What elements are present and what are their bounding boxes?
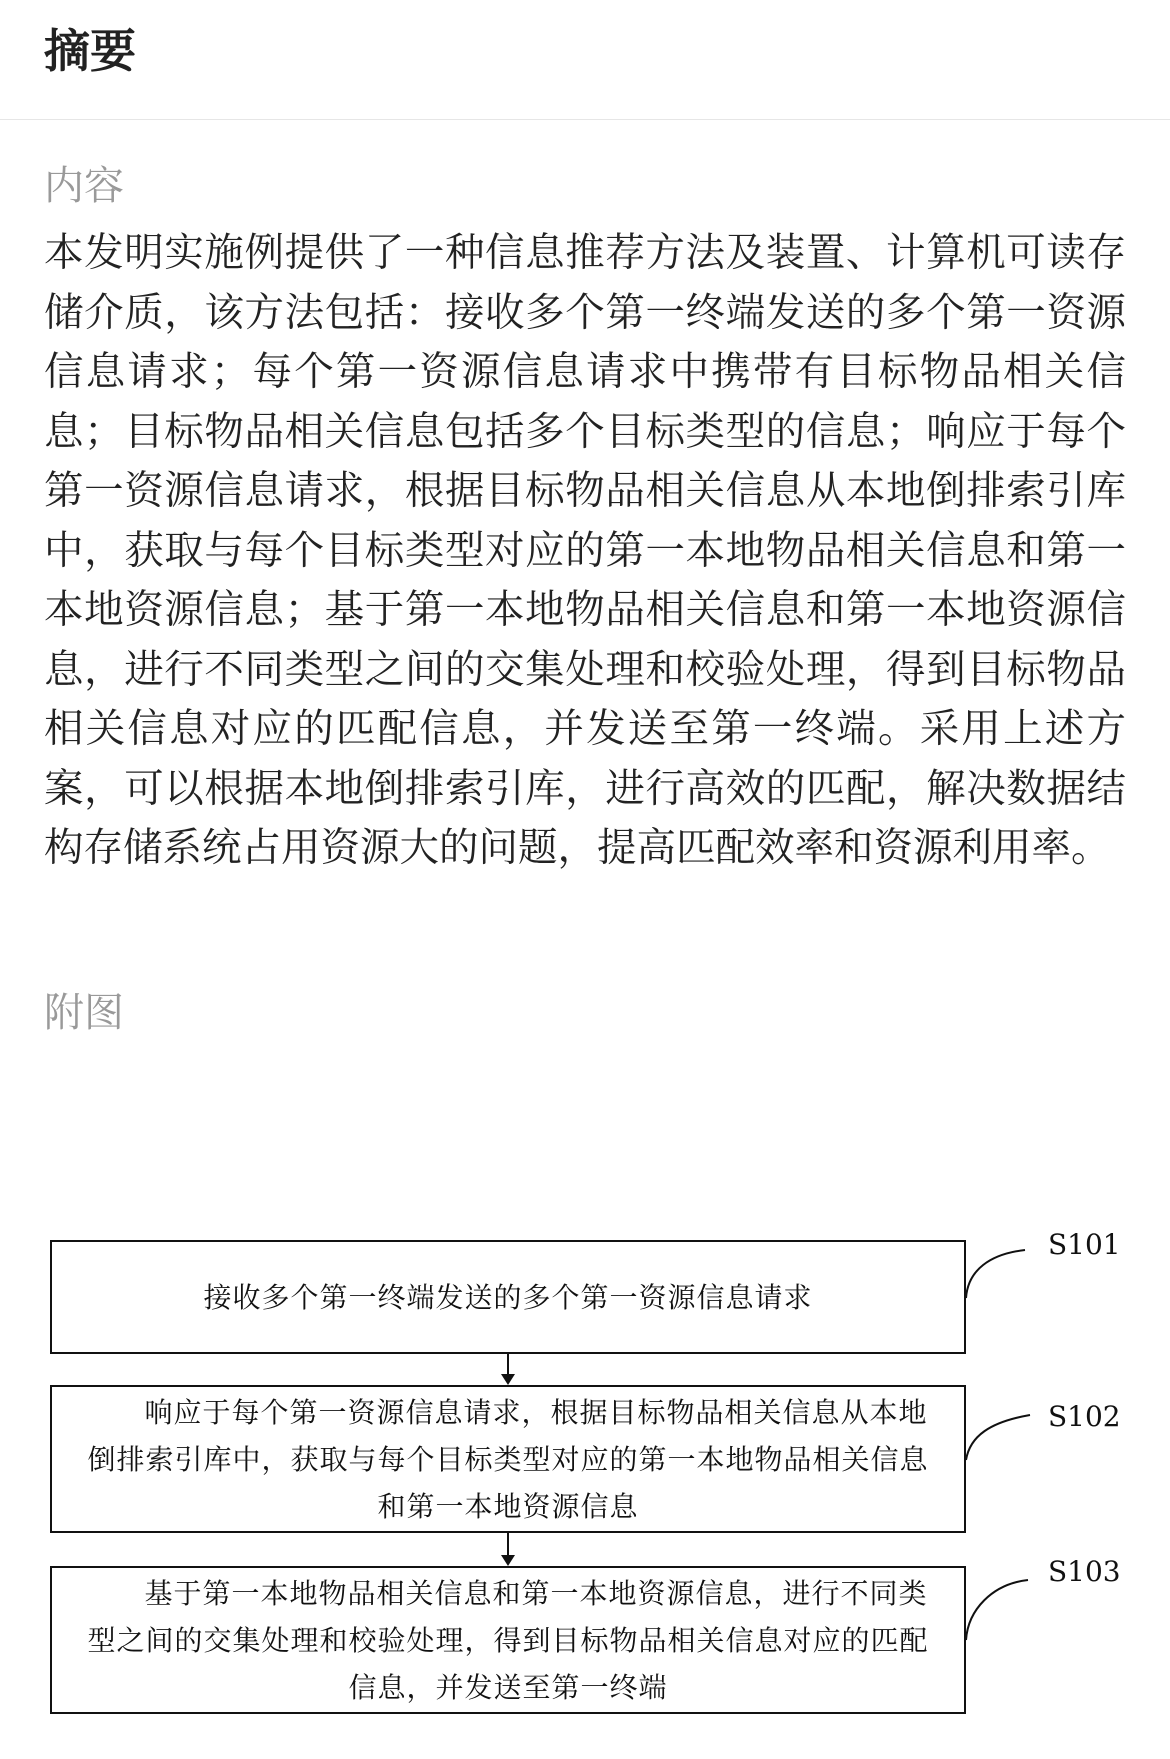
section-label-content: 内容 xyxy=(44,163,124,209)
arrowhead-s101-s102 xyxy=(501,1374,515,1385)
flow-step-s101 xyxy=(50,1240,966,1354)
flow-step-s103-text: 基于第一本地物品相关信息和第一本地资源信息，进行不同类型之间的交集处理和校验处理，得到目标物品相关信息对应的匹配信息，并发送至第一终端 xyxy=(87,1576,929,1704)
flow-step-s102-text: 响应于每个第一资源信息请求，根据目标物品相关信息从本地倒排索引库中，获取与每个目标类型对应的第一本地物品相关信息和第一本地资源信息 xyxy=(87,1395,929,1523)
flow-step-s102 xyxy=(50,1385,966,1533)
leader-s101 xyxy=(966,1250,1025,1298)
flow-step-s101-id: S101 xyxy=(1048,1228,1121,1261)
leader-s102 xyxy=(966,1415,1030,1460)
flow-step-s103 xyxy=(50,1566,966,1714)
arrowhead-s102-s103 xyxy=(501,1555,515,1566)
abstract-text: 本发明实施例提供了一种信息推荐方法及装置、计算机可读存储介质，该方法包括：接收多个第一终端发送的多个第一资源信息请求；每个第一资源信息请求中携带有目标物品相关信息；目标物品相关信息包括多个目标类型的信息；响应于每个第一资源信息请求，根据目标物品相关信息从本地倒排索引库中，获取与每个目标类型对应的第一本地物品相关信息和第一本地资源信息；基于第一本地物品相关信息和第一本地资源信息，进行不同类型之间的交集处理和校验处理，得到目标物品相关信息对应的匹配信息，并发送至第一终端。采用上述方案，可以根据本地倒排索引库，进行高效的匹配，解决数据结构存储系统占用资源大的问题，提高匹配效率和资源利用率。 xyxy=(44,230,1126,871)
flow-step-s103-id: S103 xyxy=(1048,1555,1121,1588)
leader-s103 xyxy=(966,1580,1028,1640)
flow-step-s101-text: 接收多个第一终端发送的多个第一资源信息请求 xyxy=(203,1280,813,1314)
page-header xyxy=(0,0,1170,120)
flowchart-figure xyxy=(0,1210,1170,1750)
page-title: 摘要 xyxy=(44,24,136,78)
flow-step-s102-id: S102 xyxy=(1048,1400,1121,1433)
section-label-figure: 附图 xyxy=(44,990,124,1036)
